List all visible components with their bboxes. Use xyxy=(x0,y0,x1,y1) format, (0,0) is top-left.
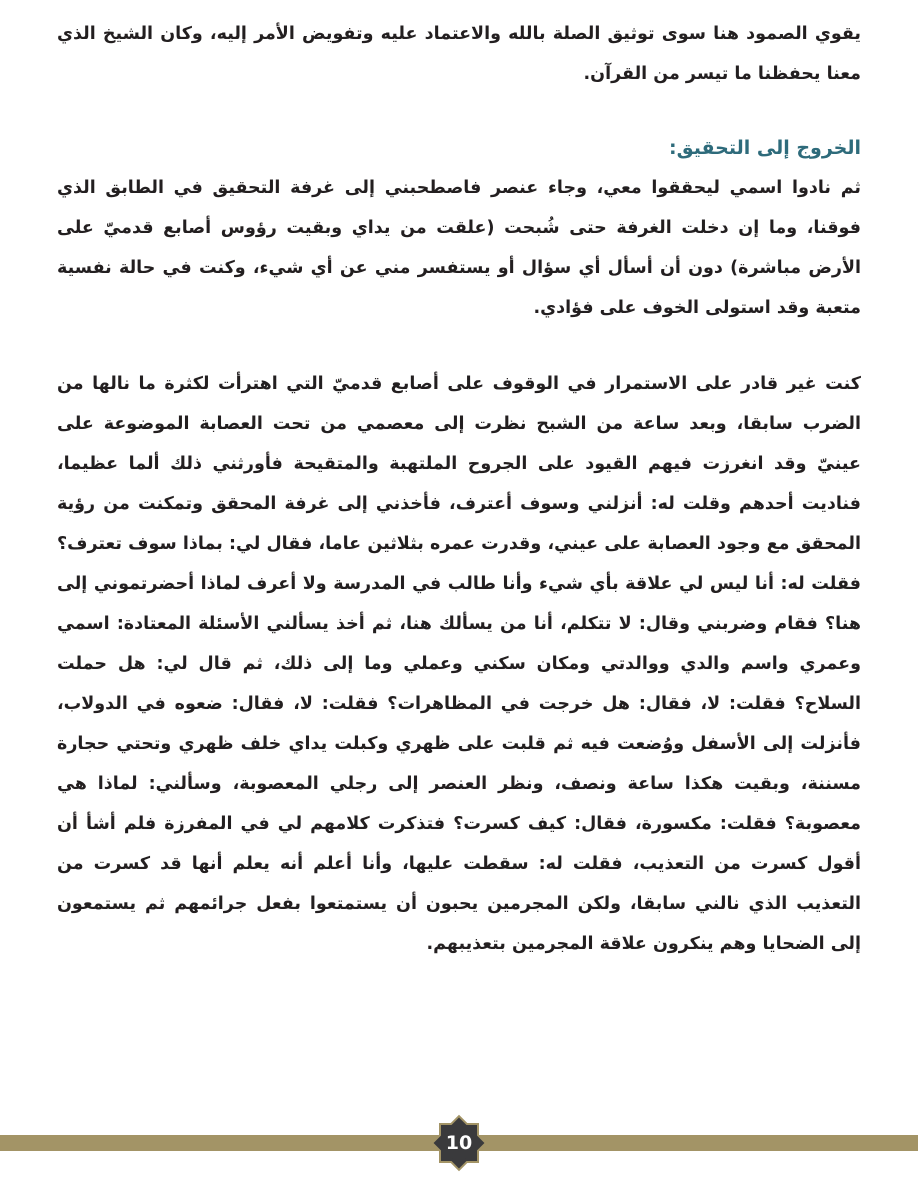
paragraph-investigation: ثم نادوا اسمي ليحققوا معي، وجاء عنصر فاصطحبني إلى غرفة التحقيق في الطابق الذي فوقنا، وما إن دخلت الغرفة حتى شُبحت (علقت من يداي وبقيت رؤوس أصابع قدميّ على الأرض مباشرة) دون أن أسأل أي سؤال أو يستفسر مني عن أي شيء، وكنت في حالة نفسية متعبة وقد استولى الخوف على فؤادي. xyxy=(57,178,861,318)
page-number-badge xyxy=(430,1114,488,1172)
page-content xyxy=(57,14,861,964)
section-heading: الخروج إلى التحقيق: xyxy=(668,137,861,159)
paragraph-intro: يقوي الصمود هنا سوى توثيق الصلة بالله والاعتماد عليه وتفويض الأمر إليه، وكان الشيخ الذي معنا يحفظنا ما تيسر من القرآن. xyxy=(57,24,861,84)
paragraph-main: كنت غير قادر على الاستمرار في الوقوف على أصابع قدميّ التي اهترأت لكثرة ما نالها من الضرب سابقا، وبعد ساعة من الشبح نظرت إلى معصمي من تحت العصابة الموضوعة على عينيّ وقد انغرزت فيهم القيود على الجروح الملتهبة والمتقيحة فأورثني ذلك ألما عظيما، فناديت أحدهم وقلت له: أنزلني وسوف أعترف، فأخذني إلى غرفة المحقق وتمكنت من رؤية المحقق مع وجود العصابة على عيني، وقدرت عمره بثلاثين عاما، فقال لي: بماذا سوف تعترف؟ فقلت له: أنا ليس لي علاقة بأي شيء وأنا طالب في المدرسة ولا أعرف لماذا أحضرتموني إلى هنا؟ فقام وضربني وقال: لا تتكلم، أنا من يسألك هنا، ثم أخذ يسألني الأسئلة المعتادة: اسمي وعمري واسم والدي ووالدتي ومكان سكني وعملي وما إلى ذلك، ثم قال لي: هل حملت السلاح؟ فقلت: لا، فقال: هل خرجت في المظاهرات؟ فقلت: لا، فقال: ضعوه في الدولاب، فأنزلت إلى الأسفل ووُضعت فيه ثم قلبت على ظهري وكبلت يداي خلف ظهري وتحتي حجارة مسننة، وبقيت هكذا ساعة ونصف، ونظر العنصر إلى رجلي المعصوبة، وسألني: لماذا هي معصوبة؟ فقلت: مكسورة، فقال: كيف كسرت؟ فتذكرت كلامهم لي في المفرزة فلم أشأ أن أقول كسرت من التعذيب، فقلت له: سقطت عليها، وأنا أعلم أنه يعلم أنها قد كسرت من التعذيب الذي نالني سابقا، ولكن المجرمين يحبون أن يستمتعوا بفعل جرائمهم ثم يستمعون إلى الضحايا وهم ينكرون علاقة المجرمين بتعذيبهم. xyxy=(57,374,861,954)
page-number: 10 xyxy=(445,1132,473,1154)
paragraph-spacer xyxy=(57,328,861,364)
